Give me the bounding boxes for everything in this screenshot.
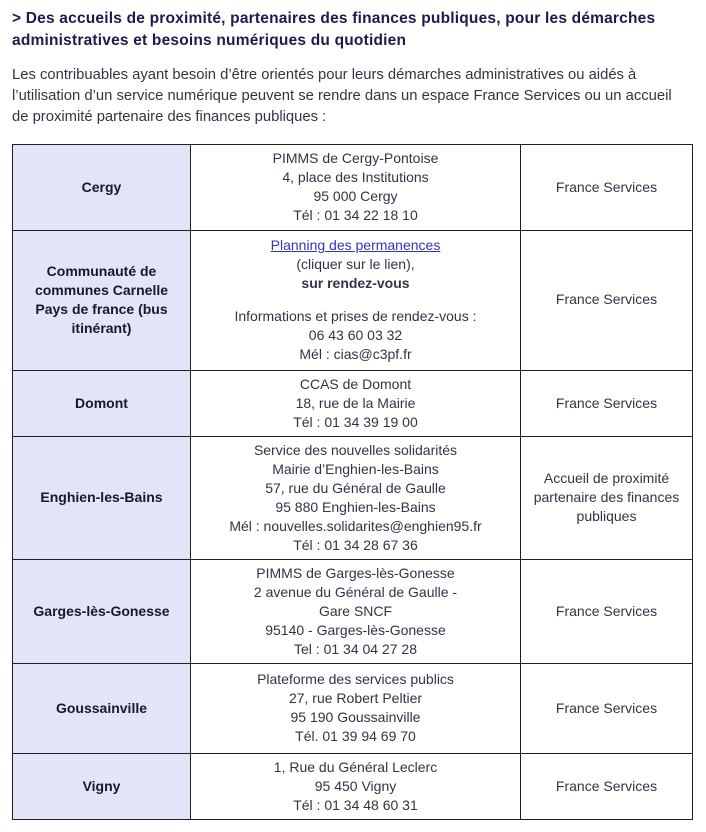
planning-permanences-link[interactable]: Planning des permanences bbox=[270, 237, 441, 254]
detail-line: Tél. 01 39 94 69 70 bbox=[295, 728, 416, 745]
detail-line: Tél : 01 34 22 18 10 bbox=[293, 207, 418, 224]
city-cell: Communauté de communes Carnelle Pays de france (bus itinérant) bbox=[13, 230, 191, 370]
detail-line: 95140 - Garges-lès-Gonesse bbox=[265, 621, 446, 638]
detail-line: Informations et prises de rendez-vous : bbox=[234, 307, 477, 324]
detail-line: 1, Rue du Général Leclerc bbox=[273, 758, 438, 775]
detail-line: 95 880 Enghien-les-Bains bbox=[275, 498, 436, 515]
detail-line: 18, rue de la Mairie bbox=[295, 394, 416, 411]
detail-line: Tel : 01 34 04 27 28 bbox=[294, 640, 417, 657]
table-row bbox=[13, 370, 693, 436]
section-heading: > Des accueils de proximité, partenaires des finances publiques, pour les démarches administratives et besoins numériques du quotidien bbox=[12, 10, 656, 49]
details-cell bbox=[191, 559, 521, 663]
city-cell: Garges-lès-Gonesse bbox=[13, 559, 191, 663]
details-cell bbox=[191, 753, 521, 819]
details-cell bbox=[191, 230, 521, 370]
detail-line: 4, place des Institutions bbox=[282, 169, 429, 186]
detail-line: PIMMS de Cergy-Pontoise bbox=[272, 150, 439, 167]
table-row bbox=[13, 145, 693, 230]
detail-line: sur rendez-vous bbox=[301, 275, 410, 292]
details-cell bbox=[191, 370, 521, 436]
locations-table bbox=[12, 144, 693, 820]
table-row bbox=[13, 559, 693, 663]
service-type-cell: France Services bbox=[521, 559, 693, 663]
details-cell bbox=[191, 436, 521, 559]
table-row bbox=[13, 753, 693, 819]
service-type-cell: France Services bbox=[521, 663, 693, 753]
detail-line: Tél : 01 34 28 67 36 bbox=[293, 536, 418, 553]
detail-line: (cliquer sur le lien), bbox=[296, 256, 415, 273]
table-row bbox=[13, 436, 693, 559]
service-type-cell: France Services bbox=[521, 753, 693, 819]
detail-line: Mél : cias@c3pf.fr bbox=[299, 345, 412, 362]
detail-line: PIMMS de Garges-lès-Gonesse bbox=[256, 564, 455, 581]
detail-line: 06 43 60 03 32 bbox=[308, 326, 403, 343]
service-type-cell: Accueil de proximité partenaire des finances publiques bbox=[521, 436, 693, 559]
detail-line: Tél : 01 34 39 19 00 bbox=[293, 413, 418, 430]
detail-line: 57, rue du Général de Gaulle bbox=[265, 479, 446, 496]
table-row bbox=[13, 663, 693, 753]
detail-line: Gare SNCF bbox=[318, 602, 393, 619]
city-cell: Domont bbox=[13, 370, 191, 436]
detail-line: 95 450 Vigny bbox=[314, 777, 397, 794]
detail-line: Mairie d’Enghien-les-Bains bbox=[272, 460, 439, 477]
service-type-cell: France Services bbox=[521, 230, 693, 370]
service-type-cell: France Services bbox=[521, 370, 693, 436]
detail-line: 2 avenue du Général de Gaulle - bbox=[253, 583, 458, 600]
detail-line: Tél : 01 34 48 60 31 bbox=[293, 797, 418, 813]
city-cell: Goussainville bbox=[13, 663, 191, 753]
service-type-cell: France Services bbox=[521, 145, 693, 230]
detail-line: CCAS de Domont bbox=[299, 375, 412, 392]
detail-line: 95 190 Goussainville bbox=[290, 709, 421, 726]
city-cell: Cergy bbox=[13, 145, 191, 230]
detail-line: 27, rue Robert Peltier bbox=[288, 690, 423, 707]
details-cell bbox=[191, 145, 521, 230]
detail-line: 95 000 Cergy bbox=[313, 188, 398, 205]
intro-paragraph: Les contribuables ayant besoin d’être orientés pour leurs démarches administratives ou aidés à l’utilisation d’un service numérique peuvent se rendre dans un espace France Services ou un accueil de proximité partenaire des finances publiques : bbox=[12, 67, 672, 126]
city-cell: Enghien-les-Bains bbox=[13, 436, 191, 559]
table-row bbox=[13, 230, 693, 370]
detail-line: Service des nouvelles solidarités bbox=[253, 441, 458, 458]
details-cell bbox=[191, 663, 521, 753]
detail-line: Mél : nouvelles.solidarites@enghien95.fr bbox=[229, 517, 482, 534]
detail-line: Plateforme des services publics bbox=[257, 671, 454, 688]
city-cell: Vigny bbox=[13, 753, 191, 819]
